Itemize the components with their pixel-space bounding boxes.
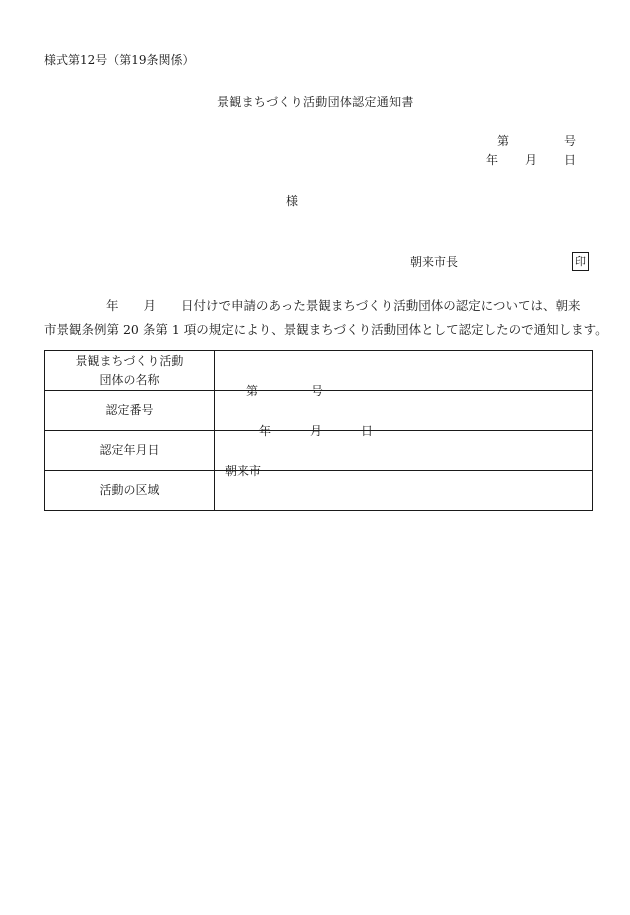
- body-line-1: [44, 294, 596, 318]
- cert-number-suffix: 号: [311, 384, 324, 398]
- value-cert-number: [215, 384, 593, 431]
- table-row-cert-date: [45, 431, 593, 471]
- body-line-2: 市景観条例第 20 条第 1 項の規定により、景観まちづくり活動団体として認定したので通知します。: [44, 322, 608, 337]
- label-cert-date: 認定年月日: [45, 431, 215, 471]
- label-group-name-line1: 景観まちづくり活動: [75, 353, 184, 368]
- date-day-label: 日: [564, 153, 577, 167]
- body-month-label: 月: [143, 298, 157, 313]
- date-month-label: 月: [525, 153, 538, 167]
- addressee-honorific: 様: [286, 194, 299, 208]
- notification-body: [44, 294, 608, 342]
- activity-area-city: 朝来市: [225, 464, 262, 478]
- label-group-name-line2: 団体の名称: [99, 372, 160, 387]
- document-title: 景観まちづくり活動団体認定通知書: [217, 95, 414, 109]
- reference-number-suffix: 号: [564, 134, 577, 148]
- label-activity-area: 活動の区域: [45, 471, 215, 511]
- cert-date-year: 年: [259, 424, 272, 438]
- certification-table: [44, 350, 593, 511]
- value-cert-date: [215, 424, 593, 471]
- cert-date-day: 日: [361, 424, 374, 438]
- form-number: 様式第12号（第19条関係）: [44, 53, 195, 67]
- date-year-label: 年: [486, 153, 499, 167]
- cert-number-prefix: 第: [246, 384, 259, 398]
- body-year-label: 年: [106, 298, 119, 313]
- table-row-activity-area: [45, 471, 593, 511]
- seal-mark: 印: [572, 252, 589, 271]
- issuer-name: 朝来市長: [410, 255, 459, 269]
- label-cert-number: 認定番号: [45, 391, 215, 431]
- value-activity-area: [215, 464, 593, 511]
- cert-date-month: 月: [310, 424, 323, 438]
- reference-number-prefix: 第: [497, 134, 510, 148]
- body-line-1-text: 日付けで申請のあった景観まちづくり活動団体の認定については、朝来: [181, 298, 581, 313]
- label-group-name: [45, 351, 215, 391]
- value-group-name: [215, 351, 593, 391]
